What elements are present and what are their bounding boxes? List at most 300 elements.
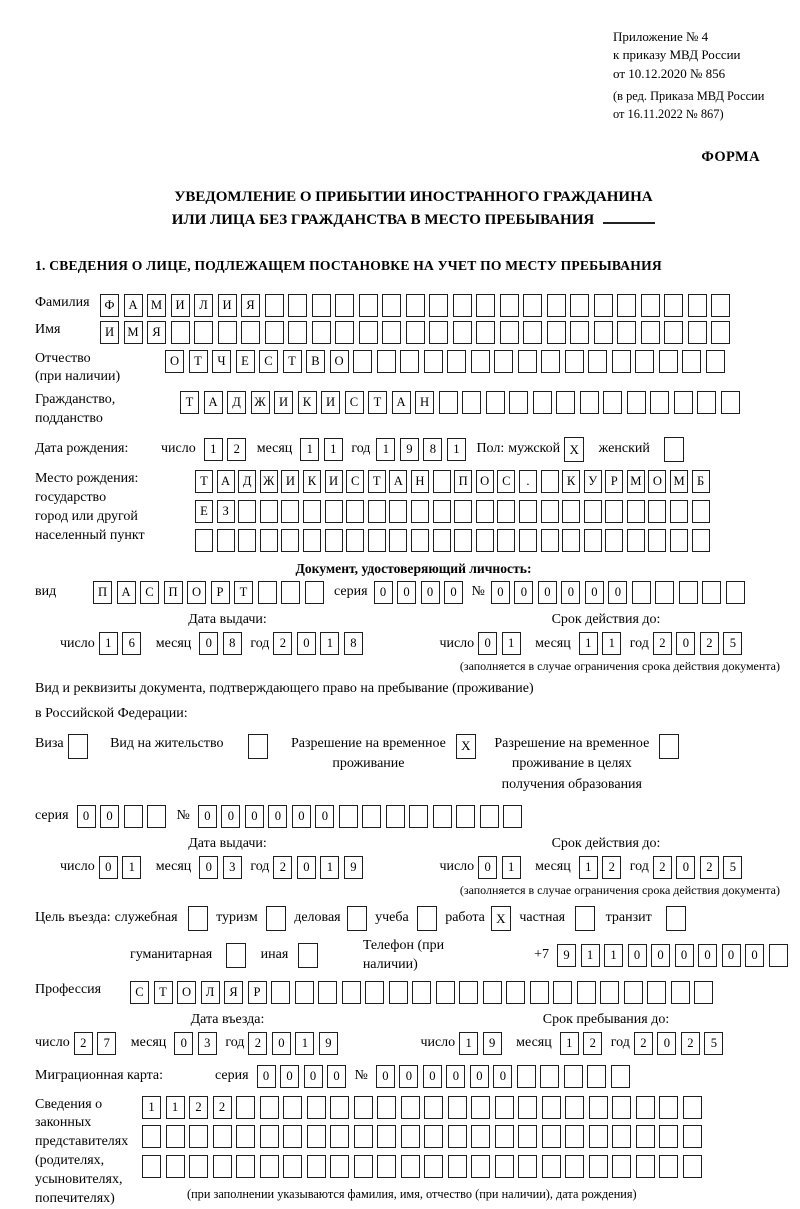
- cell[interactable]: [330, 1096, 349, 1119]
- business-checkbox[interactable]: [347, 906, 372, 931]
- cell[interactable]: П: [164, 581, 183, 604]
- cell[interactable]: [509, 391, 528, 414]
- cell[interactable]: [260, 500, 278, 523]
- cell[interactable]: [518, 350, 537, 373]
- cell[interactable]: [354, 1125, 373, 1148]
- cell[interactable]: В: [306, 350, 325, 373]
- cell[interactable]: 1: [502, 856, 521, 879]
- cell[interactable]: 0: [514, 581, 533, 604]
- cell[interactable]: [307, 1096, 326, 1119]
- cell[interactable]: 0: [327, 1065, 346, 1088]
- cell[interactable]: [303, 500, 321, 523]
- cell[interactable]: [530, 981, 549, 1004]
- cell[interactable]: А: [204, 391, 223, 414]
- cell[interactable]: [377, 1155, 396, 1178]
- cell[interactable]: [213, 1155, 232, 1178]
- cell[interactable]: 1: [602, 632, 621, 655]
- cell[interactable]: [312, 294, 331, 317]
- cell[interactable]: [570, 294, 589, 317]
- cell[interactable]: [683, 1125, 702, 1148]
- cell[interactable]: 2: [213, 1096, 232, 1119]
- cell[interactable]: 0: [292, 805, 311, 828]
- cell[interactable]: 0: [675, 944, 694, 967]
- cell[interactable]: [283, 1096, 302, 1119]
- cell[interactable]: [401, 1125, 420, 1148]
- cell[interactable]: 0: [174, 1032, 193, 1055]
- cell[interactable]: 1: [204, 438, 223, 461]
- cell[interactable]: [627, 391, 646, 414]
- patronymic-cells[interactable]: [165, 350, 729, 373]
- temp-permit-edu-checkbox[interactable]: [659, 734, 684, 759]
- cell[interactable]: 1: [320, 632, 339, 655]
- permit-issue-month-cells[interactable]: [199, 856, 246, 879]
- cell[interactable]: [584, 529, 602, 552]
- name-cells[interactable]: [100, 321, 735, 344]
- cell[interactable]: 2: [227, 438, 246, 461]
- doc-valid-day-cells[interactable]: [478, 632, 525, 655]
- cell[interactable]: [471, 1125, 490, 1148]
- cell[interactable]: [769, 944, 788, 967]
- permit-issue-year-cells[interactable]: [273, 856, 367, 879]
- cell[interactable]: О: [476, 470, 494, 493]
- cell[interactable]: 9: [319, 1032, 338, 1055]
- cell[interactable]: [166, 1155, 185, 1178]
- stay-month-cells[interactable]: [560, 1032, 607, 1055]
- cell[interactable]: [194, 321, 213, 344]
- cell[interactable]: [500, 294, 519, 317]
- temp-permit-checkbox[interactable]: [456, 734, 481, 759]
- cell[interactable]: А: [217, 470, 235, 493]
- cell[interactable]: [147, 805, 166, 828]
- cell[interactable]: [659, 350, 678, 373]
- doc-valid-year-cells[interactable]: [653, 632, 747, 655]
- cell[interactable]: О: [177, 981, 196, 1004]
- cell[interactable]: [335, 294, 354, 317]
- cell[interactable]: 0: [272, 1032, 291, 1055]
- cell[interactable]: [429, 294, 448, 317]
- cell[interactable]: 2: [248, 1032, 267, 1055]
- cell[interactable]: [641, 321, 660, 344]
- cell[interactable]: [547, 321, 566, 344]
- cell[interactable]: [171, 321, 190, 344]
- cell[interactable]: И: [218, 294, 237, 317]
- visa-checkbox[interactable]: [68, 734, 93, 759]
- cell[interactable]: 0: [676, 632, 695, 655]
- cell[interactable]: [318, 981, 337, 1004]
- cell[interactable]: 2: [653, 856, 672, 879]
- cell[interactable]: [503, 805, 522, 828]
- cell[interactable]: Н: [411, 470, 429, 493]
- cell[interactable]: [587, 1065, 606, 1088]
- cell[interactable]: [523, 321, 542, 344]
- cell[interactable]: [303, 529, 321, 552]
- cell[interactable]: Т: [368, 470, 386, 493]
- cell[interactable]: 0: [99, 856, 118, 879]
- cell[interactable]: [575, 906, 595, 931]
- cell[interactable]: [411, 500, 429, 523]
- surname-cells[interactable]: [100, 294, 735, 317]
- male-checkbox[interactable]: [564, 437, 589, 462]
- cell[interactable]: 0: [491, 581, 510, 604]
- doc-series-cells[interactable]: [374, 581, 468, 604]
- cell[interactable]: [556, 391, 575, 414]
- cell[interactable]: 0: [100, 805, 119, 828]
- cell[interactable]: А: [392, 391, 411, 414]
- cell[interactable]: [541, 350, 560, 373]
- cell[interactable]: 2: [700, 632, 719, 655]
- cell[interactable]: 2: [653, 632, 672, 655]
- cell[interactable]: О: [165, 350, 184, 373]
- cell[interactable]: [519, 529, 537, 552]
- cell[interactable]: 2: [189, 1096, 208, 1119]
- cell[interactable]: И: [171, 294, 190, 317]
- cell[interactable]: 0: [444, 581, 463, 604]
- cell[interactable]: [564, 1065, 583, 1088]
- cell[interactable]: Т: [189, 350, 208, 373]
- cell[interactable]: [495, 1096, 514, 1119]
- cell[interactable]: [612, 1096, 631, 1119]
- cell[interactable]: О: [187, 581, 206, 604]
- cell[interactable]: 0: [376, 1065, 395, 1088]
- cell[interactable]: П: [454, 470, 472, 493]
- cell[interactable]: [702, 581, 721, 604]
- cell[interactable]: 2: [273, 632, 292, 655]
- cell[interactable]: [547, 294, 566, 317]
- cell[interactable]: 0: [304, 1065, 323, 1088]
- cell[interactable]: [281, 581, 300, 604]
- cell[interactable]: [339, 805, 358, 828]
- doc-issue-month-cells[interactable]: [199, 632, 246, 655]
- cell[interactable]: [664, 294, 683, 317]
- cell[interactable]: 0: [657, 1032, 676, 1055]
- cell[interactable]: [439, 391, 458, 414]
- cell[interactable]: [674, 391, 693, 414]
- cell[interactable]: Ч: [212, 350, 231, 373]
- cell[interactable]: [523, 294, 542, 317]
- cell[interactable]: [226, 943, 246, 968]
- cell[interactable]: [612, 1155, 631, 1178]
- cell[interactable]: [711, 294, 730, 317]
- cell[interactable]: [433, 470, 451, 493]
- cell[interactable]: Т: [283, 350, 302, 373]
- cell[interactable]: Т: [234, 581, 253, 604]
- cell[interactable]: [218, 321, 237, 344]
- cell[interactable]: 5: [723, 856, 742, 879]
- cell[interactable]: [448, 1155, 467, 1178]
- entry-day-cells[interactable]: [74, 1032, 121, 1055]
- cell[interactable]: [694, 981, 713, 1004]
- cell[interactable]: 3: [223, 856, 242, 879]
- cell[interactable]: [517, 1065, 536, 1088]
- cell[interactable]: 0: [745, 944, 764, 967]
- cell[interactable]: Т: [180, 391, 199, 414]
- cell[interactable]: [664, 437, 684, 462]
- transit-checkbox[interactable]: [666, 906, 691, 931]
- cell[interactable]: 0: [421, 581, 440, 604]
- cell[interactable]: О: [648, 470, 666, 493]
- cell[interactable]: X: [456, 734, 476, 759]
- cell[interactable]: 0: [297, 632, 316, 655]
- cell[interactable]: 2: [634, 1032, 653, 1055]
- cell[interactable]: 0: [280, 1065, 299, 1088]
- cell[interactable]: 1: [459, 1032, 478, 1055]
- cell[interactable]: 0: [478, 632, 497, 655]
- cell[interactable]: [454, 529, 472, 552]
- cell[interactable]: [271, 981, 290, 1004]
- cell[interactable]: [382, 294, 401, 317]
- cell[interactable]: А: [389, 470, 407, 493]
- cell[interactable]: [266, 906, 286, 931]
- cell[interactable]: 0: [399, 1065, 418, 1088]
- cell[interactable]: [401, 1096, 420, 1119]
- cell[interactable]: X: [491, 906, 511, 931]
- birth-month-cells[interactable]: [300, 438, 347, 461]
- cell[interactable]: [589, 1125, 608, 1148]
- cell[interactable]: [377, 1125, 396, 1148]
- cell[interactable]: 5: [723, 632, 742, 655]
- cell[interactable]: Ж: [251, 391, 270, 414]
- cell[interactable]: 0: [198, 805, 217, 828]
- cell[interactable]: 1: [376, 438, 395, 461]
- doc-type-cells[interactable]: [93, 581, 328, 604]
- cell[interactable]: [417, 906, 437, 931]
- cell[interactable]: С: [259, 350, 278, 373]
- cell[interactable]: [389, 981, 408, 1004]
- cell[interactable]: [307, 1125, 326, 1148]
- cell[interactable]: 1: [320, 856, 339, 879]
- cell[interactable]: 1: [166, 1096, 185, 1119]
- cell[interactable]: [565, 1125, 584, 1148]
- cell[interactable]: [359, 294, 378, 317]
- cell[interactable]: [648, 500, 666, 523]
- cell[interactable]: 0: [446, 1065, 465, 1088]
- cell[interactable]: [706, 350, 725, 373]
- official-checkbox[interactable]: [188, 906, 213, 931]
- cell[interactable]: 0: [374, 581, 393, 604]
- cell[interactable]: 0: [423, 1065, 442, 1088]
- cell[interactable]: [565, 1096, 584, 1119]
- study-checkbox[interactable]: [417, 906, 442, 931]
- cell[interactable]: [497, 500, 515, 523]
- cell[interactable]: П: [93, 581, 112, 604]
- cell[interactable]: [213, 1125, 232, 1148]
- cell[interactable]: [518, 1155, 537, 1178]
- cell[interactable]: [346, 500, 364, 523]
- cell[interactable]: [506, 981, 525, 1004]
- permit-issue-day-cells[interactable]: [99, 856, 146, 879]
- cell[interactable]: 8: [223, 632, 242, 655]
- cell[interactable]: Т: [368, 391, 387, 414]
- cell[interactable]: [565, 1155, 584, 1178]
- cell[interactable]: [636, 1096, 655, 1119]
- cell[interactable]: [476, 529, 494, 552]
- cell[interactable]: 5: [704, 1032, 723, 1055]
- mig-number-cells[interactable]: [376, 1065, 635, 1088]
- cell[interactable]: 8: [423, 438, 442, 461]
- phone-cells[interactable]: [557, 944, 792, 967]
- cell[interactable]: [471, 1096, 490, 1119]
- cell[interactable]: 0: [608, 581, 627, 604]
- stay-day-cells[interactable]: [459, 1032, 506, 1055]
- cell[interactable]: [389, 529, 407, 552]
- cell[interactable]: [497, 529, 515, 552]
- cell[interactable]: [354, 1155, 373, 1178]
- cell[interactable]: [480, 805, 499, 828]
- permit-series-cells[interactable]: [77, 805, 171, 828]
- cell[interactable]: Д: [227, 391, 246, 414]
- doc-number-cells[interactable]: [491, 581, 750, 604]
- cell[interactable]: [553, 981, 572, 1004]
- cell[interactable]: [533, 391, 552, 414]
- cell[interactable]: [494, 350, 513, 373]
- cell[interactable]: [688, 321, 707, 344]
- cell[interactable]: [124, 805, 143, 828]
- cell[interactable]: [142, 1125, 161, 1148]
- cell[interactable]: [281, 500, 299, 523]
- cell[interactable]: [258, 581, 277, 604]
- cell[interactable]: [260, 529, 278, 552]
- cell[interactable]: 0: [297, 856, 316, 879]
- cell[interactable]: [265, 294, 284, 317]
- cell[interactable]: [605, 500, 623, 523]
- cell[interactable]: 0: [470, 1065, 489, 1088]
- cell[interactable]: 1: [502, 632, 521, 655]
- cell[interactable]: [659, 1155, 678, 1178]
- tourism-checkbox[interactable]: [266, 906, 291, 931]
- cell[interactable]: 2: [700, 856, 719, 879]
- cell[interactable]: 1: [295, 1032, 314, 1055]
- cell[interactable]: 0: [397, 581, 416, 604]
- cell[interactable]: [260, 1125, 279, 1148]
- cell[interactable]: [577, 981, 596, 1004]
- cell[interactable]: [584, 500, 602, 523]
- cell[interactable]: [648, 529, 666, 552]
- cell[interactable]: 0: [493, 1065, 512, 1088]
- cell[interactable]: [518, 1096, 537, 1119]
- cell[interactable]: [330, 1125, 349, 1148]
- cell[interactable]: Д: [238, 470, 256, 493]
- cell[interactable]: С: [346, 470, 364, 493]
- humanitarian-checkbox[interactable]: [226, 943, 251, 968]
- cell[interactable]: [519, 500, 537, 523]
- cell[interactable]: 0: [651, 944, 670, 967]
- cell[interactable]: [726, 581, 745, 604]
- cell[interactable]: [588, 350, 607, 373]
- cell[interactable]: [562, 529, 580, 552]
- cell[interactable]: [433, 529, 451, 552]
- cell[interactable]: 0: [199, 856, 218, 879]
- cell[interactable]: 2: [681, 1032, 700, 1055]
- cell[interactable]: М: [147, 294, 166, 317]
- cell[interactable]: [400, 350, 419, 373]
- cell[interactable]: [471, 350, 490, 373]
- cell[interactable]: [406, 294, 425, 317]
- cell[interactable]: [236, 1155, 255, 1178]
- cell[interactable]: [368, 529, 386, 552]
- cell[interactable]: [365, 981, 384, 1004]
- cell[interactable]: [166, 1125, 185, 1148]
- cell[interactable]: А: [124, 294, 143, 317]
- cell[interactable]: 1: [579, 632, 598, 655]
- permit-number-cells[interactable]: [198, 805, 527, 828]
- cell[interactable]: Т: [195, 470, 213, 493]
- cell[interactable]: 8: [344, 632, 363, 655]
- cell[interactable]: [288, 294, 307, 317]
- cell[interactable]: [362, 805, 381, 828]
- cell[interactable]: [692, 500, 710, 523]
- cell[interactable]: [368, 500, 386, 523]
- cell[interactable]: К: [562, 470, 580, 493]
- cell[interactable]: [688, 294, 707, 317]
- cell[interactable]: 9: [344, 856, 363, 879]
- cell[interactable]: [433, 500, 451, 523]
- cell[interactable]: 0: [585, 581, 604, 604]
- cell[interactable]: [389, 500, 407, 523]
- cell[interactable]: [236, 1096, 255, 1119]
- stay-year-cells[interactable]: [634, 1032, 728, 1055]
- cell[interactable]: 0: [199, 632, 218, 655]
- cell[interactable]: [406, 321, 425, 344]
- cell[interactable]: [238, 500, 256, 523]
- mig-series-cells[interactable]: [257, 1065, 351, 1088]
- cell[interactable]: [436, 981, 455, 1004]
- cell[interactable]: М: [627, 470, 645, 493]
- cell[interactable]: 0: [478, 856, 497, 879]
- cell[interactable]: [518, 1125, 537, 1148]
- cell[interactable]: 1: [604, 944, 623, 967]
- cell[interactable]: [617, 294, 636, 317]
- cell[interactable]: [409, 805, 428, 828]
- cell[interactable]: [476, 500, 494, 523]
- cell[interactable]: [486, 391, 505, 414]
- cell[interactable]: [283, 1125, 302, 1148]
- cell[interactable]: [412, 981, 431, 1004]
- permit-valid-month-cells[interactable]: [579, 856, 626, 879]
- cell[interactable]: 1: [560, 1032, 579, 1055]
- cell[interactable]: [295, 981, 314, 1004]
- cell[interactable]: 0: [561, 581, 580, 604]
- cell[interactable]: [679, 581, 698, 604]
- cell[interactable]: [283, 1155, 302, 1178]
- cell[interactable]: [570, 321, 589, 344]
- cell[interactable]: [217, 529, 235, 552]
- cell[interactable]: [342, 981, 361, 1004]
- cell[interactable]: [265, 321, 284, 344]
- residence-permit-checkbox[interactable]: [248, 734, 273, 759]
- permit-valid-day-cells[interactable]: [478, 856, 525, 879]
- cell[interactable]: 0: [698, 944, 717, 967]
- legal-reps-cells-2[interactable]: [142, 1125, 706, 1148]
- cell[interactable]: С: [140, 581, 159, 604]
- cell[interactable]: [459, 981, 478, 1004]
- cell[interactable]: [307, 1155, 326, 1178]
- cell[interactable]: [424, 1125, 443, 1148]
- cell[interactable]: 0: [628, 944, 647, 967]
- cell[interactable]: 2: [583, 1032, 602, 1055]
- cell[interactable]: Л: [194, 294, 213, 317]
- cell[interactable]: [424, 1096, 443, 1119]
- doc-issue-year-cells[interactable]: [273, 632, 367, 655]
- cell[interactable]: [562, 500, 580, 523]
- cell[interactable]: [659, 1125, 678, 1148]
- cell[interactable]: 6: [122, 632, 141, 655]
- cell[interactable]: 2: [74, 1032, 93, 1055]
- cell[interactable]: [68, 734, 88, 759]
- cell[interactable]: [476, 321, 495, 344]
- cell[interactable]: Р: [211, 581, 230, 604]
- doc-issue-day-cells[interactable]: [99, 632, 146, 655]
- cell[interactable]: [453, 321, 472, 344]
